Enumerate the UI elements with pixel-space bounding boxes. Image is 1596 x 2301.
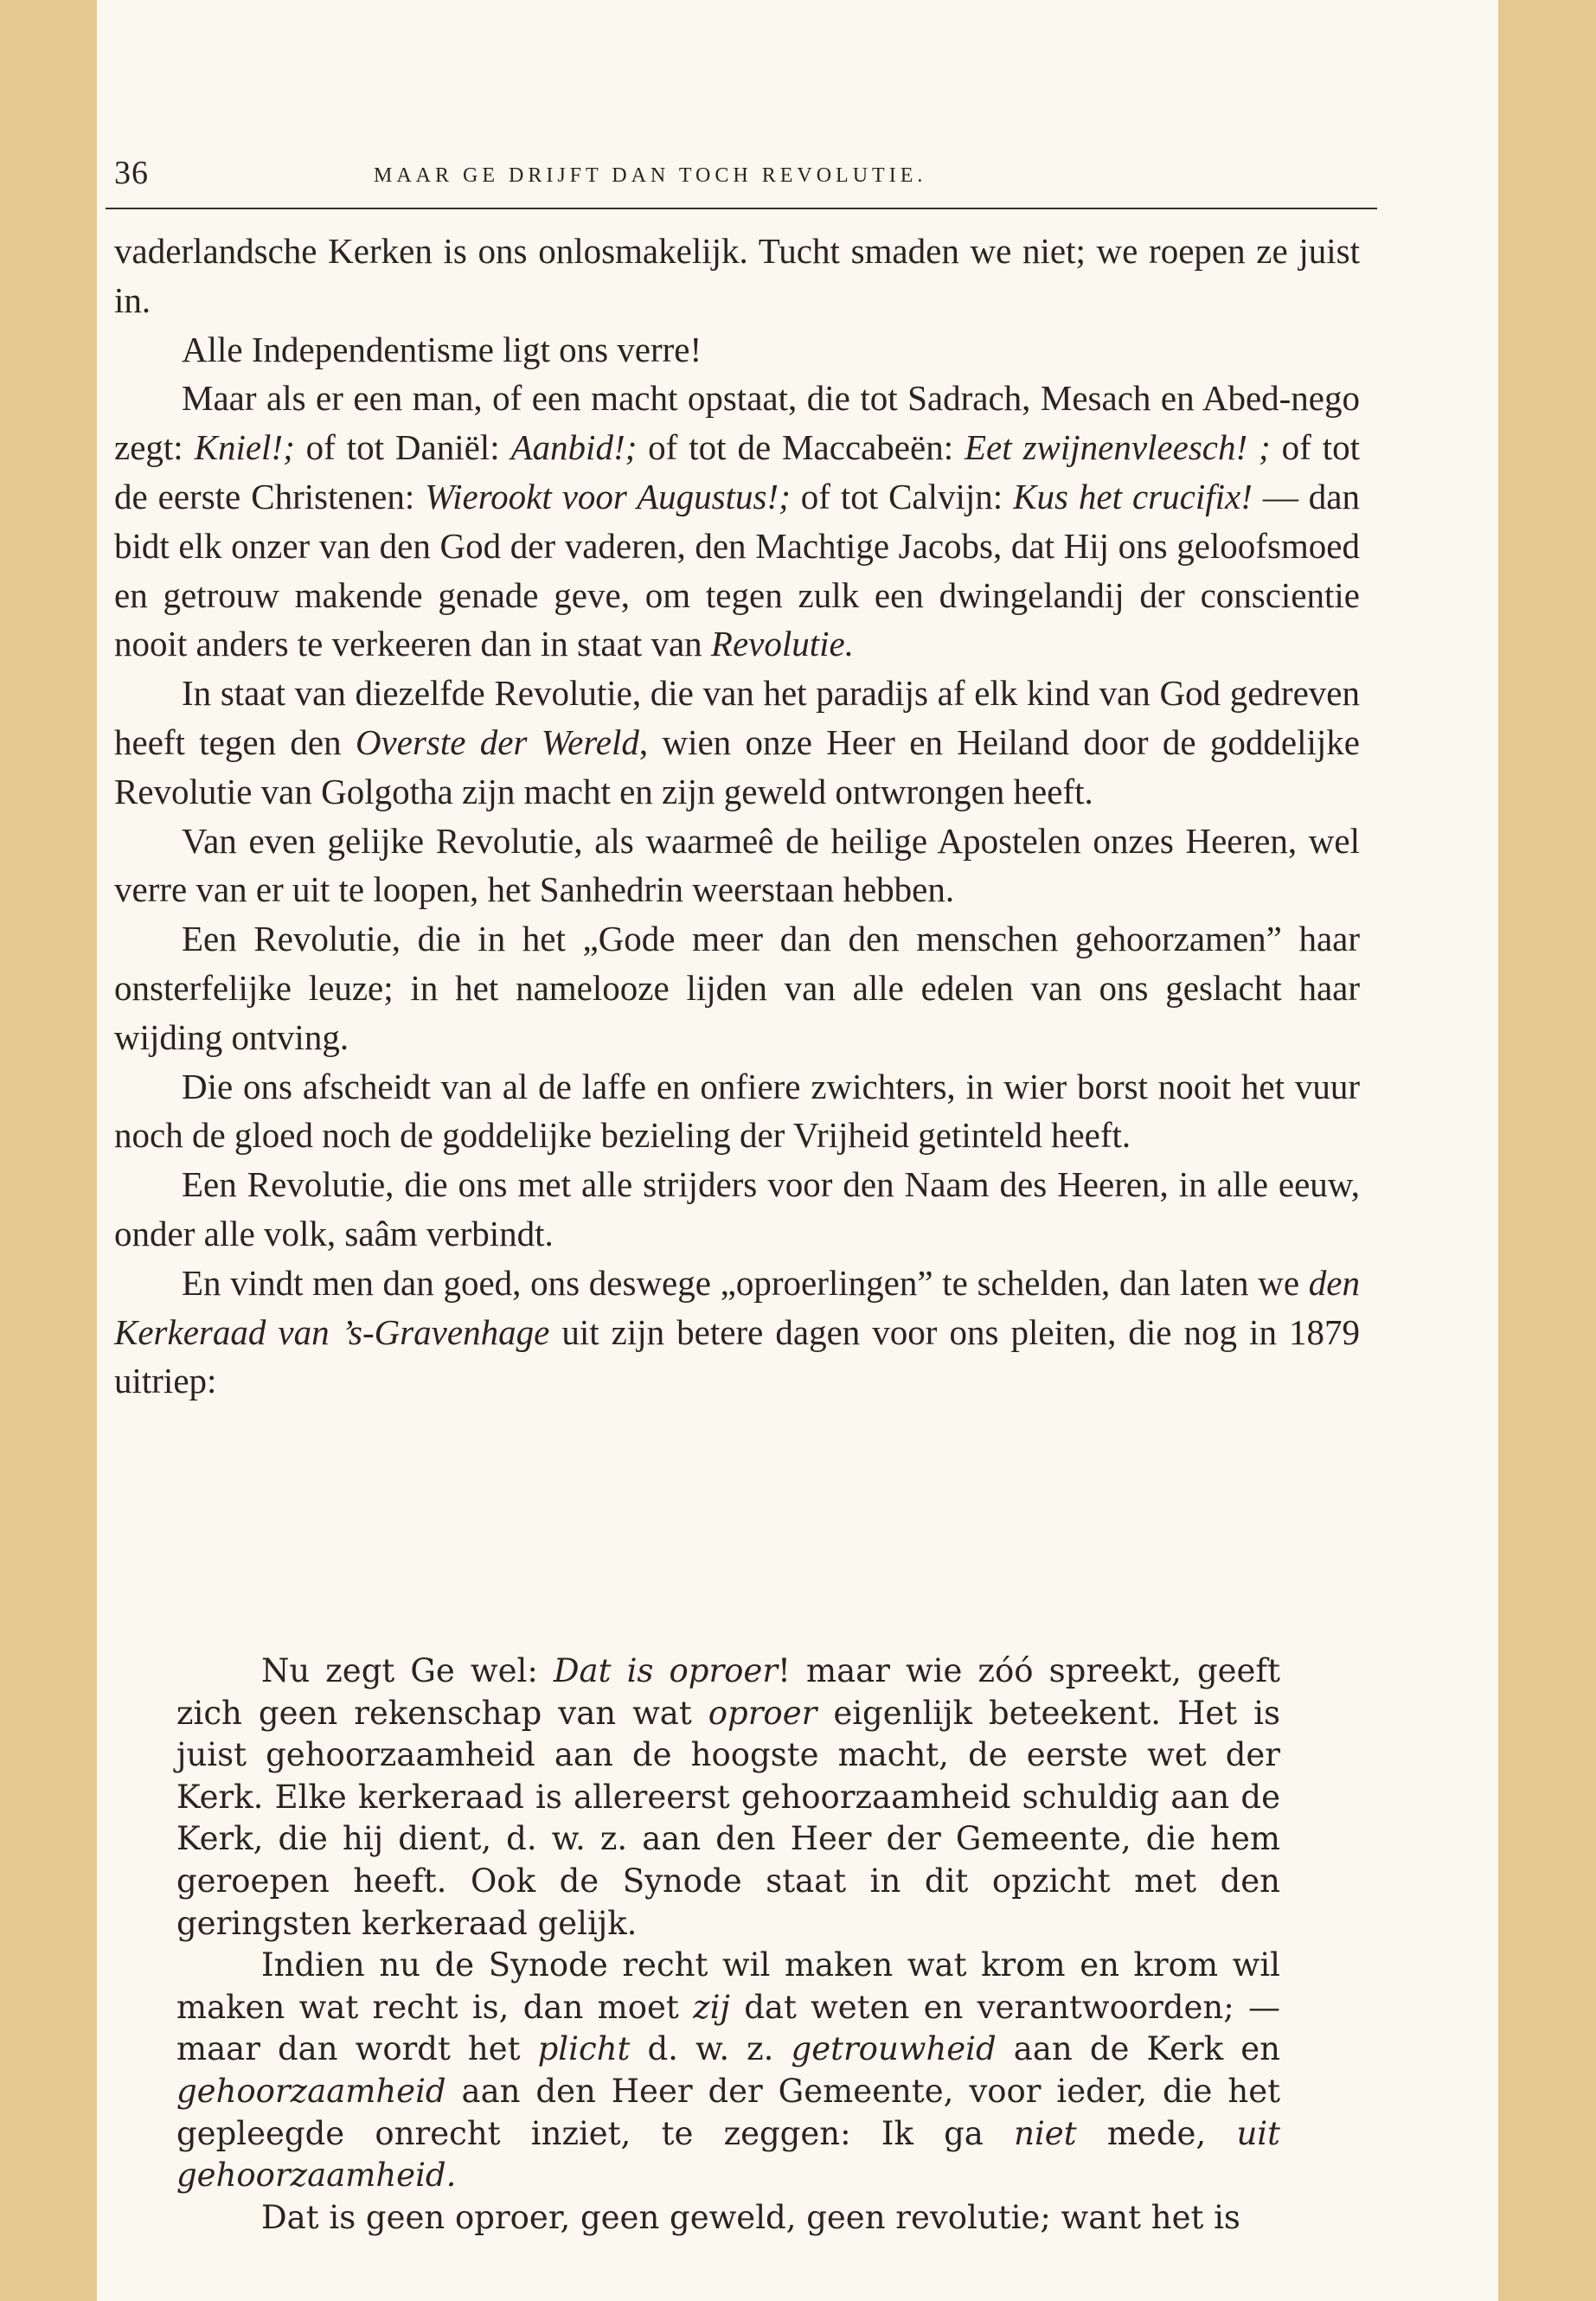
- italic-run: Kus het crucifix!: [1013, 476, 1253, 516]
- text-run: aan den Heer der Gemeente, voor ieder, die het gepleegde onrecht inziet, te zeggen: Ik ga: [176, 2072, 1280, 2152]
- text-run: of tot de eerste Christenen:: [114, 427, 1360, 516]
- text-run: of tot Calvijn:: [790, 476, 1014, 516]
- italic-run: Eet zwijnenvleesch! ;: [965, 427, 1271, 468]
- header-rule: [106, 208, 1377, 209]
- text-run: d. w. z.: [630, 2030, 792, 2068]
- page-number: 36: [114, 155, 149, 191]
- text-run: En vindt men dan goed, ons deswege „oproerlingen” te schelden, dan laten we: [182, 1262, 1309, 1303]
- text-run: Die ons afscheidt van al de laffe en onfiere zwichters, in wier borst nooit het vuur noch de gloed noch de goddelijke bezieling der Vrijheid getinteld heeft.: [114, 1066, 1360, 1156]
- italic-run: uit gehoorzaamheid.: [176, 2114, 1280, 2195]
- text-run: dat weten en verantwoorden; — maar dan wordt het: [176, 1988, 1280, 2068]
- text-run: mede,: [1076, 2114, 1237, 2152]
- text-run: of tot Daniël:: [294, 427, 511, 468]
- paragraph-5: [114, 817, 1360, 915]
- text-run: Indien nu de Synode recht wil maken wat krom en krom wil maken wat recht is, dan moet: [176, 1946, 1280, 2026]
- paragraph-1: [114, 227, 1360, 325]
- italic-run: Revolutie.: [710, 624, 854, 664]
- text-run: Een Revolutie, die in het „Gode meer dan den menschen gehoorzamen” haar onsterfelijke leuze; in het namelooze lijden van alle edelen van ons geslacht haar wijding ontving.: [114, 919, 1360, 1057]
- italic-run: plicht: [537, 2030, 631, 2068]
- paragraph-7: [114, 1062, 1360, 1161]
- paragraph-3: [114, 374, 1360, 669]
- text-run: ! maar wie zóó spreekt, geeft zich geen rekenschap van wat: [176, 1652, 1280, 1732]
- paragraph-4: [114, 669, 1360, 816]
- italic-run: Wierookt voor Augustus!;: [425, 476, 791, 516]
- italic-run: niet: [1014, 2114, 1077, 2152]
- running-head: MAAR GE DRIJFT DAN TOCH REVOLUTIE.: [374, 164, 927, 187]
- text-run: Een Revolutie, die ons met alle strijders voor den Naam des Heeren, in alle eeuw, onder alle volk, saâm verbindt.: [114, 1164, 1360, 1253]
- block-quote: [176, 1650, 1280, 2239]
- text-run: , wien onze Heer en Heiland door de goddelijke Revolutie van Golgotha zijn macht en zijn geweld ontwrongen heeft.: [114, 721, 1360, 811]
- quote-paragraph-3: [176, 2197, 1280, 2240]
- book-page: [97, 0, 1498, 2301]
- italic-run: gehoorzaamheid: [176, 2072, 446, 2110]
- text-run: Nu zegt Ge wel:: [261, 1652, 554, 1689]
- italic-run: zij: [693, 1988, 730, 2026]
- text-run: vaderlandsche Kerken is ons onlosmakelijk. Tucht smaden we niet; we roepen ze juist in.: [114, 231, 1360, 320]
- paragraph-2: [114, 325, 1360, 375]
- italic-run: den Kerkeraad van ’s-Gravenhage: [114, 1262, 1360, 1352]
- text-run: aan de Kerk en: [996, 2030, 1280, 2068]
- paragraph-6: [114, 914, 1360, 1061]
- text-run: eigenlijk beteekent. Het is juist gehoorzaamheid aan de hoogste macht, de eerste wet der Kerk. Elke kerkeraad is allereerst gehoorzaamheid schuldig aan de Kerk, die hij dient, d. w. z. aan den Heer der Gemeente, die hem geroepen heeft. Ook de Synode staat in dit opzicht met den geringsten kerkeraad gelijk.: [176, 1694, 1280, 1942]
- italic-run: Aanbid!;: [510, 427, 638, 468]
- text-run: Van even gelijke Revolutie, als waarmeê de heilige Apostelen onzes Heeren, wel verre van er uit te loopen, het Sanhedrin weerstaan hebben.: [114, 820, 1360, 910]
- quote-paragraph-1: [176, 1650, 1280, 1945]
- italic-run: oproer: [708, 1694, 817, 1732]
- text-run: — dan bidt elk onzer van den God der vaderen, den Machtige Jacobs, dat Hij ons geloofsmoed en getrouw makende genade geve, om tegen zulk een dwingelandij der conscientie nooit anders te verkeeren dan in staat van: [114, 476, 1360, 664]
- page-header: [114, 154, 1360, 197]
- text-run: In staat van diezelfde Revolutie, die van het paradijs af elk kind van God gedreven heeft tegen den: [114, 673, 1360, 762]
- italic-run: Kniel!;: [194, 427, 295, 468]
- text-run: Alle Independentisme ligt ons verre!: [182, 329, 702, 369]
- text-run: Maar als er een man, of een macht opstaat, die tot Sadrach, Mesach en Abed-nego zegt:: [114, 378, 1360, 468]
- paragraph-9: [114, 1259, 1360, 1406]
- italic-run: Dat is oproer: [553, 1652, 779, 1689]
- italic-run: Overste der Wereld: [355, 721, 639, 762]
- text-run: uit zijn betere dagen voor ons pleiten, die nog in 1879 uitriep:: [114, 1311, 1360, 1401]
- text-run: of tot de Maccabeën:: [637, 427, 965, 468]
- text-run: Dat is geen oproer, geen geweld, geen revolutie; want het is: [261, 2198, 1240, 2236]
- paragraph-8: [114, 1160, 1360, 1259]
- italic-run: getrouwheid: [791, 2030, 997, 2068]
- quote-paragraph-2: [176, 1945, 1280, 2197]
- body-text: [114, 227, 1360, 1406]
